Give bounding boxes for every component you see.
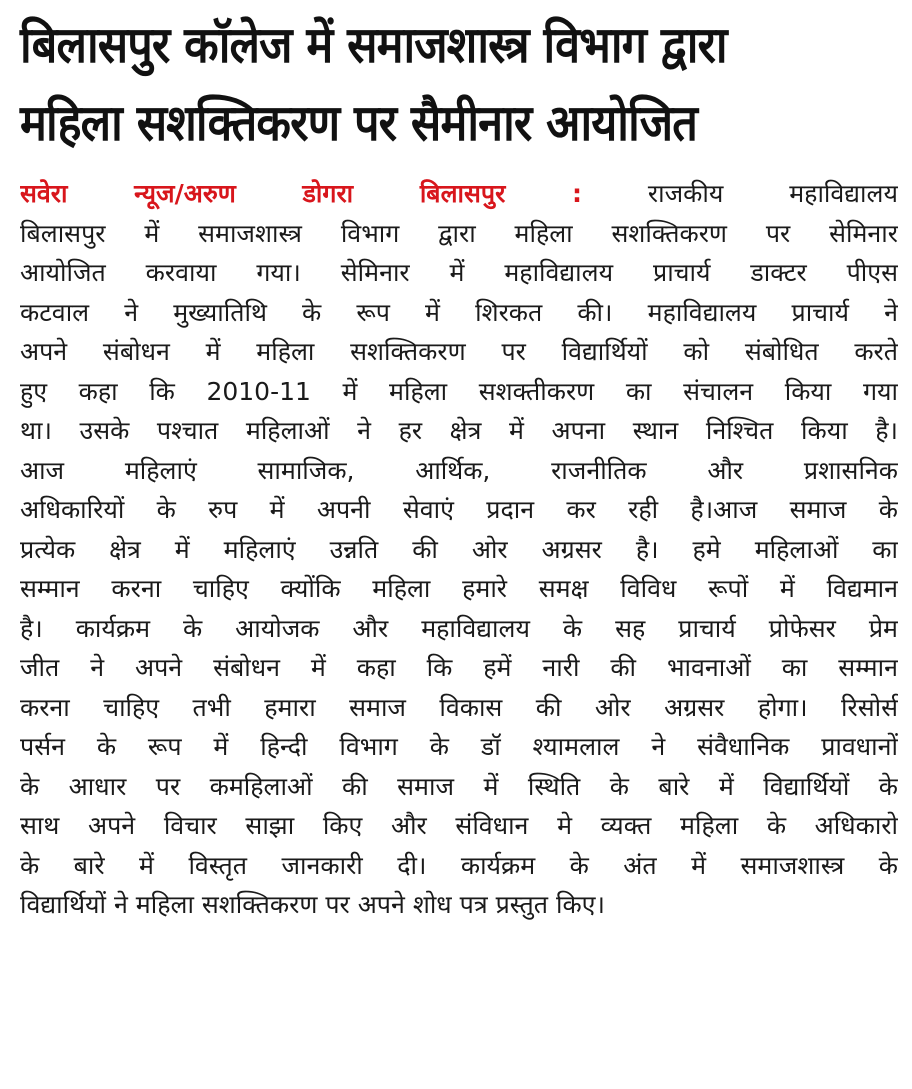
- article-line: जीत ने अपने संबोधन में कहा कि हमें नारी की भावनाओं का सम्मान: [20, 653, 898, 682]
- article-line: पर्सन के रूप में हिन्दी विभाग के डॉ श्यामलाल ने संवैधानिक प्रावधानों: [20, 732, 898, 761]
- dateline: सवेरा न्यूज/अरुण डोगरा बिलासपुर :: [20, 179, 582, 208]
- article-line: है। कार्यक्रम के आयोजक और महाविद्यालय के सह प्राचार्य प्रोफेसर प्रेम: [20, 613, 898, 643]
- article-line: बिलासपुर में समाजशास्त्र विभाग द्वारा महिला सशक्तिकरण पर सेमिनार: [20, 218, 898, 248]
- article-line: आज महिलाएं सामाजिक, आर्थिक, राजनीतिक और प्रशासनिक: [20, 455, 898, 485]
- article-line: प्रत्येक क्षेत्र में महिलाएं उन्नति की ओर अग्रसर है। हमे महिलाओं का: [20, 534, 898, 564]
- article-line: हुए कहा कि 2010-11 में महिला सशक्तीकरण का संचालन किया गया: [20, 376, 898, 406]
- headline: [20, 6, 810, 162]
- article-line: कटवाल ने मुख्यातिथि के रूप में शिरकत की। महाविद्यालय प्राचार्य ने: [20, 297, 898, 327]
- article-line: के आधार पर कमहिलाओं की समाज में स्थिति के बारे में विद्यार्थियों के: [20, 771, 898, 801]
- article-line: आयोजित करवाया गया। सेमिनार में महाविद्यालय प्राचार्य डाक्टर पीएस: [20, 258, 898, 287]
- headline-line: महिला सशक्तिकरण पर सैमीनार आयोजित: [20, 94, 697, 152]
- article-last-line: विद्यार्थियों ने महिला सशक्तिकरण पर अपने शोध पत्र प्रस्तुत किए।: [20, 890, 605, 919]
- article-line: के बारे में विस्तृत जानकारी दी। कार्यक्रम के अंत में समाजशास्त्र के: [20, 850, 898, 880]
- headline-line: बिलासपुर कॉलेज में समाजशास्त्र विभाग द्वारा: [20, 16, 727, 74]
- article-line: करना चाहिए तभी हमारा समाज विकास की ओर अग्रसर होगा। रिसोर्स: [20, 692, 898, 722]
- article-text: राजकीय महाविद्यालय: [581, 179, 898, 208]
- article-line: अधिकारियों के रुप में अपनी सेवाएं प्रदान कर रही है।आज समाज के: [20, 495, 898, 524]
- article-line: था। उसके पश्चात महिलाओं ने हर क्षेत्र में अपना स्थान निश्चित किया है।: [20, 416, 898, 445]
- article-line: अपने संबोधन में महिला सशक्तिकरण पर विद्यार्थियों को संबोधित करते: [20, 337, 898, 366]
- article-line: सम्मान करना चाहिए क्योंकि महिला हमारे समक्ष विविध रूपों में विद्यमान: [20, 574, 898, 603]
- article-body: [20, 174, 898, 925]
- article-first-line: [20, 174, 898, 214]
- article-line: साथ अपने विचार साझा किए और संविधान मे व्यक्त महिला के अधिकारो: [20, 811, 898, 840]
